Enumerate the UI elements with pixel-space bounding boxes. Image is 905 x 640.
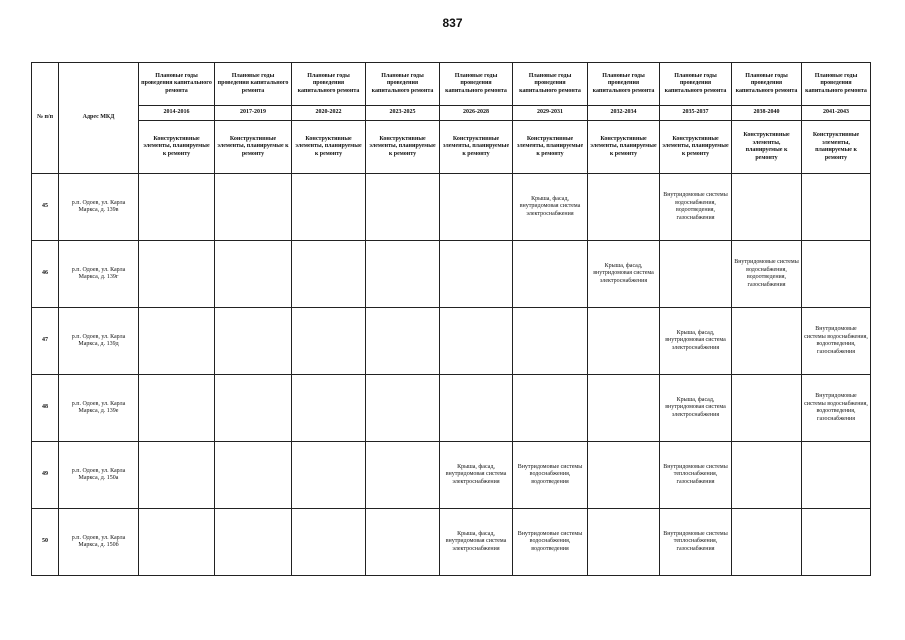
- row-address: р.п. Одоев, ул. Карла Маркса, д. 139в: [59, 174, 139, 241]
- header-plan-cell: Плановые годы проведения капитального ремонта: [139, 63, 215, 106]
- repair-cell: [732, 308, 802, 375]
- row-number: 50: [32, 509, 59, 576]
- repair-cell: [215, 308, 292, 375]
- row-address: р.п. Одоев, ул. Карла Маркса, д. 150б: [59, 509, 139, 576]
- repair-cell: [292, 509, 366, 576]
- repair-cell: [588, 375, 660, 442]
- repair-cell: [440, 375, 513, 442]
- repair-cell: [139, 375, 215, 442]
- repair-cell: [588, 174, 660, 241]
- repair-cell: [139, 308, 215, 375]
- repair-cell: [440, 241, 513, 308]
- repair-cell: [215, 174, 292, 241]
- repair-cell: [660, 241, 732, 308]
- header-period: 2038-2040: [732, 106, 802, 121]
- repair-cell: [802, 442, 871, 509]
- repair-cell: Крыша, фасад, внутридомовая система электроснабжения: [660, 308, 732, 375]
- repair-cell: [139, 174, 215, 241]
- repair-cell: Крыша, фасад, внутридомовая система электроснабжения: [440, 442, 513, 509]
- row-address: р.п. Одоев, ул. Карла Маркса, д. 139г: [59, 241, 139, 308]
- repair-cell: [366, 174, 440, 241]
- header-period: 2014-2016: [139, 106, 215, 121]
- header-address: Адрес МКД: [59, 63, 139, 174]
- header-period: 2020-2022: [292, 106, 366, 121]
- row-number: 46: [32, 241, 59, 308]
- repair-cell: [366, 442, 440, 509]
- header-plan-cell: Плановые годы проведения капитального ремонта: [732, 63, 802, 106]
- header-plan-cell: Плановые годы проведения капитального ремонта: [292, 63, 366, 106]
- repair-cell: [215, 375, 292, 442]
- table-row: [32, 375, 871, 442]
- repair-cell: [292, 241, 366, 308]
- header-period: 2041-2043: [802, 106, 871, 121]
- repair-cell: Крыша, фасад, внутридомовая система электроснабжения: [588, 241, 660, 308]
- capital-repair-table: [31, 62, 871, 576]
- repair-cell: Внутридомовые системы водоснабжения, водоотведения: [513, 509, 588, 576]
- repair-cell: [215, 241, 292, 308]
- repair-cell: [802, 241, 871, 308]
- header-plan-cell: Плановые годы проведения капитального ремонта: [588, 63, 660, 106]
- row-address: р.п. Одоев, ул. Карла Маркса, д. 139д: [59, 308, 139, 375]
- header-row-plan: [32, 63, 871, 106]
- row-number: 48: [32, 375, 59, 442]
- repair-cell: [139, 241, 215, 308]
- row-number: 45: [32, 174, 59, 241]
- repair-cell: [366, 308, 440, 375]
- repair-cell: Крыша, фасад, внутридомовая система электроснабжения: [660, 375, 732, 442]
- header-elements: Конструктивные элементы, планируемые к ремонту: [513, 121, 588, 174]
- repair-cell: [588, 509, 660, 576]
- header-plan-cell: Плановые годы проведения капитального ремонта: [215, 63, 292, 106]
- header-elements: Конструктивные элементы, планируемые к ремонту: [588, 121, 660, 174]
- repair-cell: [292, 442, 366, 509]
- repair-cell: [513, 375, 588, 442]
- header-elements: Конструктивные элементы, планируемые к ремонту: [292, 121, 366, 174]
- header-plan-cell: Плановые годы проведения капитального ремонта: [802, 63, 871, 106]
- header-elements: Конструктивные элементы, планируемые к ремонту: [732, 121, 802, 174]
- header-plan-cell: Плановые годы проведения капитального ремонта: [660, 63, 732, 106]
- header-elements: Конструктивные элементы, планируемые к ремонту: [660, 121, 732, 174]
- repair-cell: [292, 375, 366, 442]
- header-row-elements: [32, 121, 871, 174]
- header-elements: Конструктивные элементы, планируемые к ремонту: [139, 121, 215, 174]
- row-number: 49: [32, 442, 59, 509]
- page-number: 837: [442, 16, 463, 30]
- header-elements: Конструктивные элементы, планируемые к ремонту: [215, 121, 292, 174]
- header-plan-cell: Плановые годы проведения капитального ремонта: [513, 63, 588, 106]
- repair-cell: [292, 174, 366, 241]
- repair-cell: [732, 375, 802, 442]
- repair-cell: [215, 442, 292, 509]
- repair-cell: [215, 509, 292, 576]
- header-period: 2023-2025: [366, 106, 440, 121]
- header-row-periods: [32, 106, 871, 121]
- repair-cell: Внутридомовые системы водоснабжения, водоотведения, газоснабжения: [660, 174, 732, 241]
- repair-cell: [513, 308, 588, 375]
- header-elements: Конструктивные элементы, планируемые к ремонту: [366, 121, 440, 174]
- repair-cell: [588, 308, 660, 375]
- repair-cell: Внутридомовые системы водоснабжения, водоотведения, газоснабжения: [802, 308, 871, 375]
- repair-cell: [139, 442, 215, 509]
- repair-cell: Внутридомовые системы теплоснабжения, газоснабжения: [660, 509, 732, 576]
- table-row: [32, 174, 871, 241]
- header-elements: Конструктивные элементы, планируемые к ремонту: [802, 121, 871, 174]
- table-row: [32, 241, 871, 308]
- header-plan-cell: Плановые годы проведения капитального ремонта: [440, 63, 513, 106]
- row-number: 47: [32, 308, 59, 375]
- repair-cell: [440, 174, 513, 241]
- repair-cell: [513, 241, 588, 308]
- row-address: р.п. Одоев, ул. Карла Маркса, д. 139е: [59, 375, 139, 442]
- header-plan-cell: Плановые годы проведения капитального ремонта: [366, 63, 440, 106]
- repair-cell: [732, 442, 802, 509]
- repair-cell: Внутридомовые системы водоснабжения, водоотведения: [513, 442, 588, 509]
- header-period: 2029-2031: [513, 106, 588, 121]
- repair-cell: [366, 509, 440, 576]
- repair-cell: [802, 509, 871, 576]
- header-period: 2035-2037: [660, 106, 732, 121]
- repair-cell: [292, 308, 366, 375]
- header-period: 2017-2019: [215, 106, 292, 121]
- header-period: 2032-2034: [588, 106, 660, 121]
- table-row: [32, 509, 871, 576]
- repair-cell: [366, 241, 440, 308]
- repair-cell: [139, 509, 215, 576]
- row-address: р.п. Одоев, ул. Карла Маркса, д. 150а: [59, 442, 139, 509]
- repair-cell: [366, 375, 440, 442]
- header-elements: Конструктивные элементы, планируемые к ремонту: [440, 121, 513, 174]
- repair-cell: Внутридомовые системы водоснабжения, водоотведения, газоснабжения: [732, 241, 802, 308]
- repair-cell: [802, 174, 871, 241]
- repair-cell: [732, 509, 802, 576]
- repair-cell: [732, 174, 802, 241]
- table-row: [32, 442, 871, 509]
- header-num: № п/п: [32, 63, 59, 174]
- repair-cell: Внутридомовые системы теплоснабжения, газоснабжения: [660, 442, 732, 509]
- repair-cell: [440, 308, 513, 375]
- repair-cell: [588, 442, 660, 509]
- repair-cell: Крыша, фасад, внутридомовая система электроснабжения: [440, 509, 513, 576]
- header-period: 2026-2028: [440, 106, 513, 121]
- repair-cell: Крыша, фасад, внутридомовая система электроснабжения: [513, 174, 588, 241]
- repair-cell: Внутридомовые системы водоснабжения, водоотведения, газоснабжения: [802, 375, 871, 442]
- table-row: [32, 308, 871, 375]
